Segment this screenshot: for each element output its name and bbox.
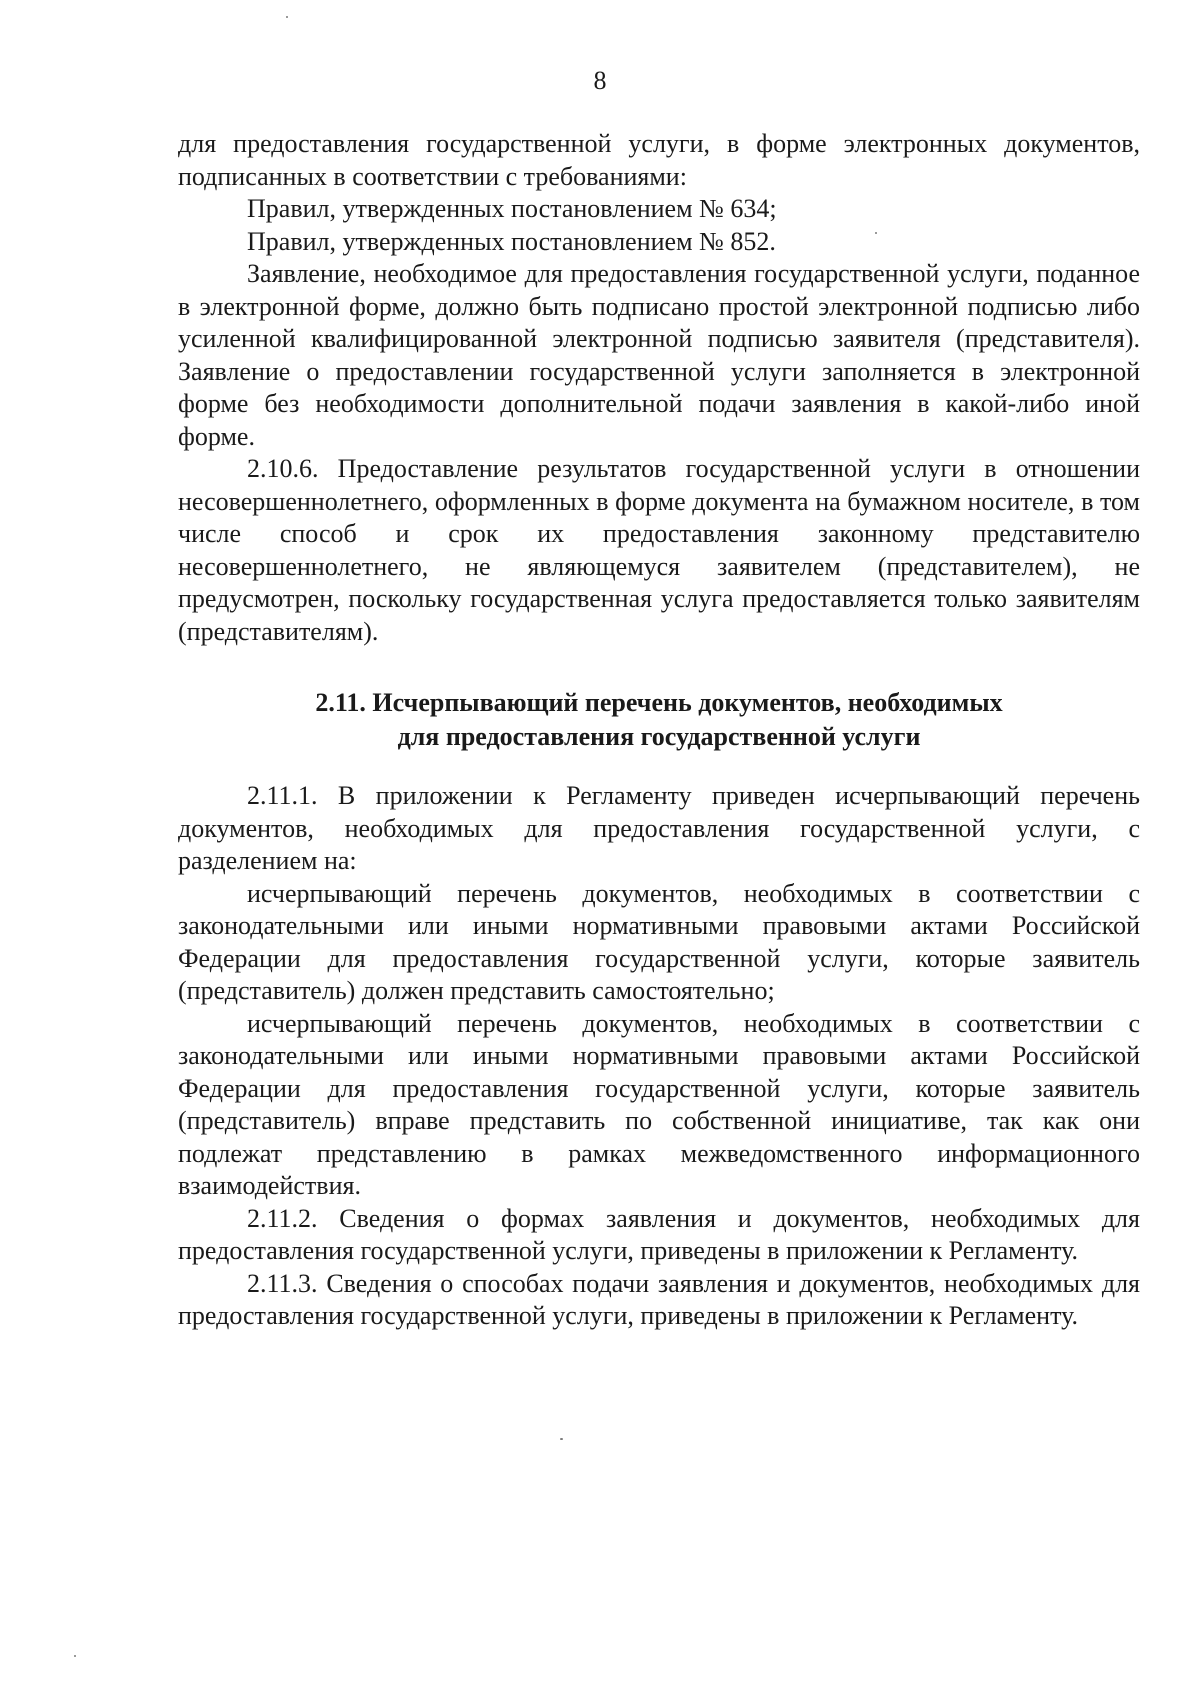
scan-speck [560,1438,563,1440]
paragraph-2-10-6: 2.10.6. Предоставление результатов государственной услуги в отношении несовершеннолетнего, оформленных в форме документа на бумажном носителе, в том числе способ и срок их предоставления законному представителю несовершеннолетнего, не являющемуся заявителем (представителем), не предусмотрен, поскольку государственная услуга предоставляется только заявителям (представителям). [178,454,1140,646]
paragraph-continuation: для предоставления государственной услуги, в форме электронных документов, подписанных в соответствии с требованиями: [178,129,1140,191]
scan-speck [286,16,288,18]
section-heading-2-11 [178,686,1140,754]
section-heading-line-2: для предоставления государственной услуги [397,722,921,751]
intro-text [178,128,1140,648]
list-item-mandatory-documents: исчерпывающий перечень документов, необходимых в соответствии с законодательными или иными нормативными правовыми актами Российской Федерации для предоставления государственной услуги, которые заявитель (представитель) должен представить самостоятельно; [178,878,1140,1005]
page-number: 8 [593,66,607,95]
section-heading-line-1: 2.11. Исчерпывающий перечень документов, необходимых [315,688,1003,717]
list-item-rules-634: Правил, утвержденных постановлением № 634; [247,194,777,223]
paragraph-application-signature: Заявление, необходимое для предоставления государственной услуги, поданное в электронной форме, должно быть подписано простой электронной подписью либо усиленной квалифицированной электронной подписью заявителя (представителя). Заявление о предоставлении государственной услуги заполняется в электронной форме без необходимости дополнительной подачи заявления в какой-либо иной форме. [178,259,1140,451]
list-item-optional-documents: исчерпывающий перечень документов, необходимых в соответствии с законодательными или иными нормативными правовыми актами Российской Федерации для предоставления государственной услуги, которые заявитель (представитель) вправе представить по собственной инициативе, так как они подлежат представлению в рамках межведомственного информационного взаимодействия. [178,1008,1140,1200]
paragraph-2-11-1: 2.11.1. В приложении к Регламенту приведен исчерпывающий перечень документов, необходимых для предоставления государственной услуги, с разделением на: [178,781,1140,875]
scan-speck [875,232,877,234]
list-item-rules-852: Правил, утвержденных постановлением № 852. [247,226,776,256]
paragraph-2-11-3: 2.11.3. Сведения о способах подачи заявления и документов, необходимых для предоставления государственной услуги, приведены в приложении к Регламенту. [178,1268,1140,1330]
paragraph-2-11-2: 2.11.2. Сведения о формах заявления и документов, необходимых для предоставления государственной услуги, приведены в приложении к Регламенту. [178,1203,1140,1265]
scan-speck [74,1655,76,1657]
section-body [178,780,1140,1333]
